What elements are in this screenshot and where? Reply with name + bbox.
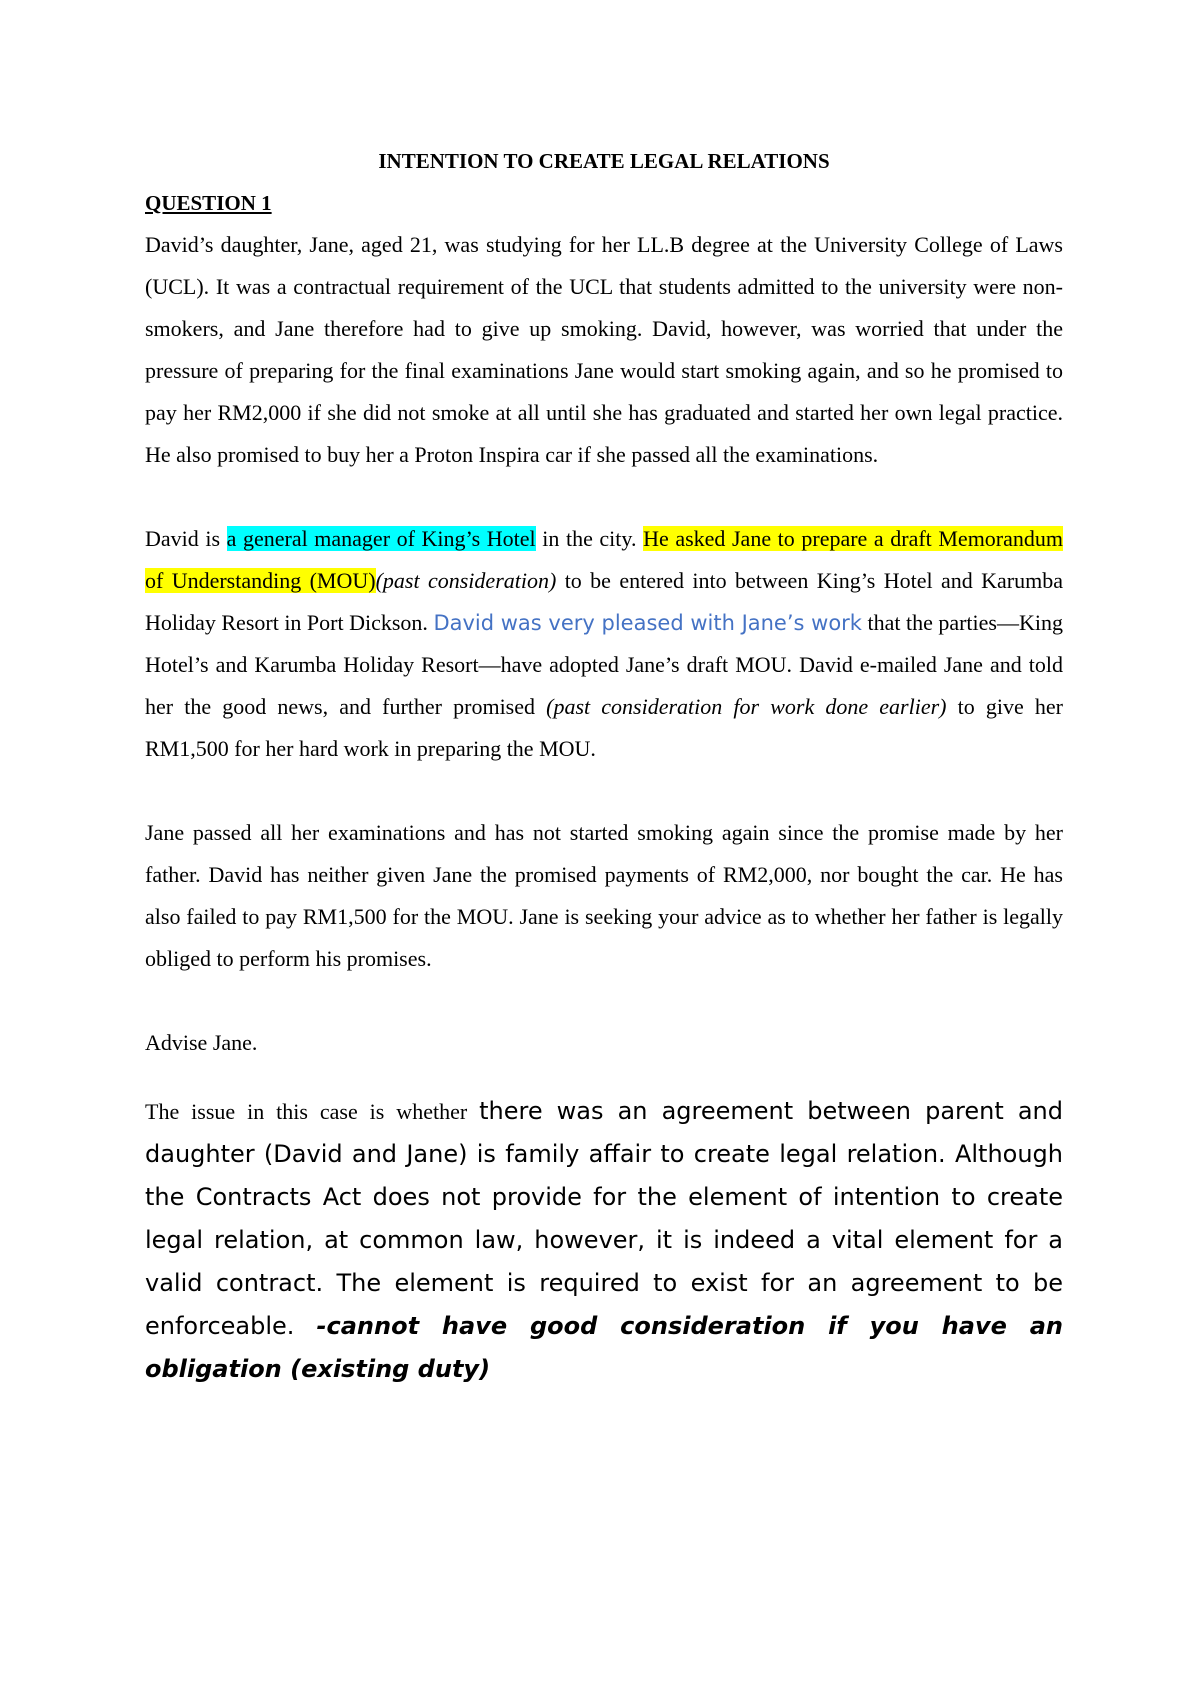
paragraph-facts-2 [145,518,1063,770]
para2-text-4: that the parties—King Hotel’s and Karumba Holiday Resort—have adopted Jane’s draft MOU. David e-mailed Jane and told her the good news, and further promised [145,610,1063,719]
highlight-cyan: a general manager of King’s Hotel [226,526,536,551]
para2-text-5: to give her RM1,500 for her hard work in preparing the MOU. [145,694,1063,761]
document-body [145,140,1063,1391]
para2-text-1: David is [145,526,227,551]
document-title: INTENTION TO CREATE LEGAL RELATIONS [378,149,830,173]
question-heading: QUESTION 1 [145,191,272,215]
issue-note: -cannot have good consideration if you have an obligation (existing duty) [145,1312,1063,1383]
issue-paragraph [145,1090,1063,1391]
paragraph-facts-1: David’s daughter, Jane, aged 21, was studying for her LL.B degree at the University College of Laws (UCL). It was a contractual requirement of the UCL that students admitted to the university were non-smokers, and Jane therefore had to give up smoking. David, however, was worried that under the pressure of preparing for the final examinations Jane would start smoking again, and so he promised to pay her RM2,000 if she did not smoke at all until she has graduated and started her own legal practice. He also promised to buy her a Proton Inspira car if she passed all the examinations. [145,232,1063,467]
italic-note-2: (past consideration for work done earlier) [546,694,947,719]
paragraph-facts-3: Jane passed all her examinations and has not started smoking again since the promise made by her father. David has neither given Jane the promised payments of RM2,000, nor bought the car. He has also failed to pay RM1,500 for the MOU. Jane is seeking your advice as to whether her father is legally obliged to perform his promises. [145,820,1063,971]
para2-text-3: to be entered into between King’s Hotel and Karumba Holiday Resort in Port Dickson. [145,568,1063,635]
issue-body: there was an agreement between parent and daughter (David and Jane) is family affair to create legal relation. Although the Contracts Act does not provide for the element of intention to create legal relation, at common law, however, it is indeed a vital element for a valid contract. The element is required to exist for an agreement to be enforceable. [145,1097,1063,1340]
advise-line: Advise Jane. [145,1030,258,1055]
blue-text: David was very pleased with Jane’s work [433,611,862,635]
issue-lead: The issue in this case is whether [145,1099,480,1124]
italic-note-1: (past consideration) [375,568,557,593]
para2-text-2: in the city. [535,526,644,551]
highlight-yellow: He asked Jane to prepare a draft Memorandum of Understanding (MOU) [145,526,1064,593]
